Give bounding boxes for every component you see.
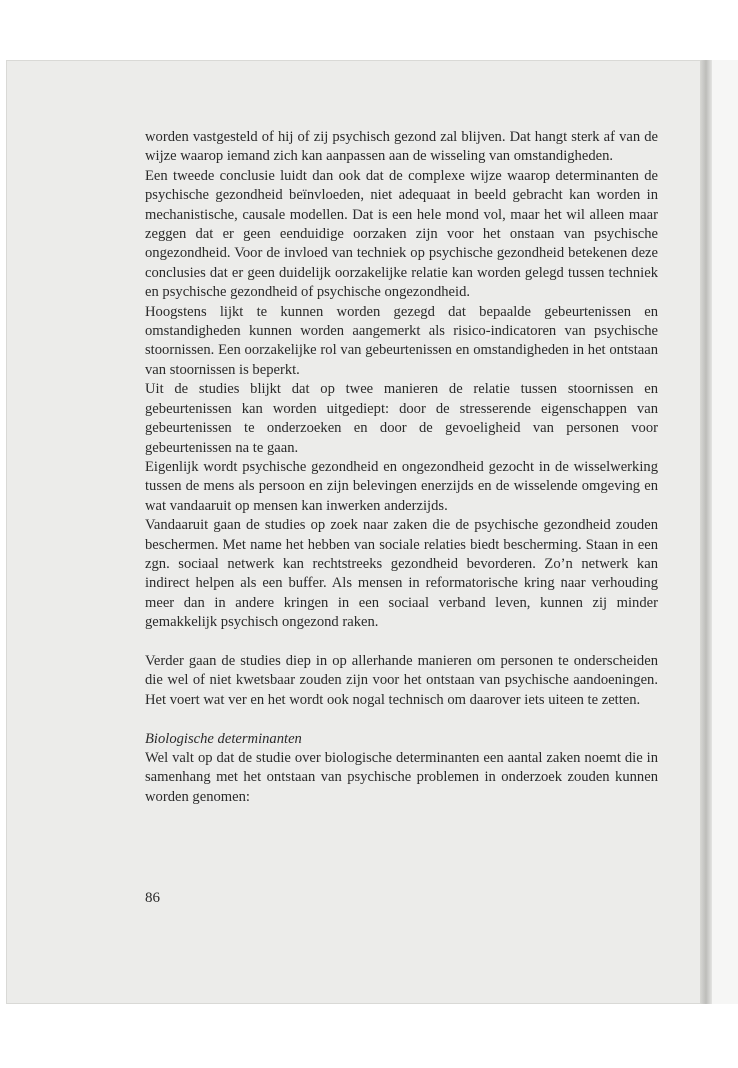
paragraph: Uit de studies blijkt dat op twee manieren de relatie tussen stoornissen en gebeurtenissen kan worden uitgediept: door de stresserende eigenschappen van gebeurtenissen te onderzoeken en door de gevoeligheid van personen voor gebeurtenissen na te gaan. bbox=[145, 381, 658, 456]
page-edge bbox=[712, 60, 738, 1004]
paragraph: Eigenlijk wordt psychische gezondheid en ongezondheid gezocht in de wisselwerking tussen de mens als persoon en zijn belevingen enerzijds en de wisselende omgeving en wat vandaaruit op mensen kan inwerken anderzijds. bbox=[145, 458, 658, 514]
paragraph-spacer bbox=[145, 710, 658, 729]
page-number: 86 bbox=[145, 890, 160, 906]
body-text bbox=[145, 128, 658, 807]
book-spine-shadow bbox=[700, 60, 712, 1004]
paragraph: worden vastgesteld of hij of zij psychisch gezond zal blijven. Dat hangt sterk af van de wijze waarop iemand zich kan aanpassen aan de wisseling van omstandigheden. bbox=[145, 129, 658, 165]
paragraph-spacer bbox=[145, 633, 658, 652]
paragraph: Wel valt op dat de studie over biologische determinanten een aantal zaken noemt die in samenhang met het ontstaan van psychische problemen in onderzoek zouden kunnen worden genomen: bbox=[145, 749, 658, 805]
paragraph: Vandaaruit gaan de studies op zoek naar zaken die de psychische gezondheid zouden beschermen. Met name het hebben van sociale relaties biedt bescherming. Staan in een zgn. sociaal netwerk kan rechtstreeks gezondheid bevorderen. Zo’n netwerk kan indirect helpen als een buffer. Als mensen in reformatorische kring naar verhouding meer dan in andere kringen in een sociaal verband leven, kunnen zij minder gemakkelijk psychisch ongezond raken. bbox=[145, 517, 658, 631]
paragraph: Een tweede conclusie luidt dan ook dat de complexe wijze waarop determinanten de psychische gezondheid beïnvloeden, niet adequaat in beeld gebracht kan worden in mechanistische, causale modellen. Dat is een hele mond vol, maar het wil alleen maar zeggen dat er geen eenduidige oorzaken zijn voor het onstaan van psychische ongezondheid. Voor de invloed van techniek op psychische gezondheid betekenen deze conclusies dat er geen duidelijk oorzakelijke relatie kan worden gelegd tussen techniek en psychische gezondheid of psychische ongezondheid. bbox=[145, 167, 658, 301]
paragraph: Hoogstens lijkt te kunnen worden gezegd dat bepaalde gebeurtenissen en omstandigheden kunnen worden aangemerkt als risico-indicatoren van psychische stoornissen. Een oorzakelijke rol van gebeurtenissen en omstandigheden in het ontstaan van stoornissen is beperkt. bbox=[145, 303, 658, 378]
paragraph: Verder gaan de studies diep in op allerhande manieren om personen te onderscheiden die wel of niet kwetsbaar zouden zijn voor het ontstaan van psychische aandoeningen. Het voert wat ver en het wordt ook nogal technisch om daarover iets uiteen te zetten. bbox=[145, 652, 658, 708]
section-heading: Biologische determinanten bbox=[145, 730, 302, 747]
